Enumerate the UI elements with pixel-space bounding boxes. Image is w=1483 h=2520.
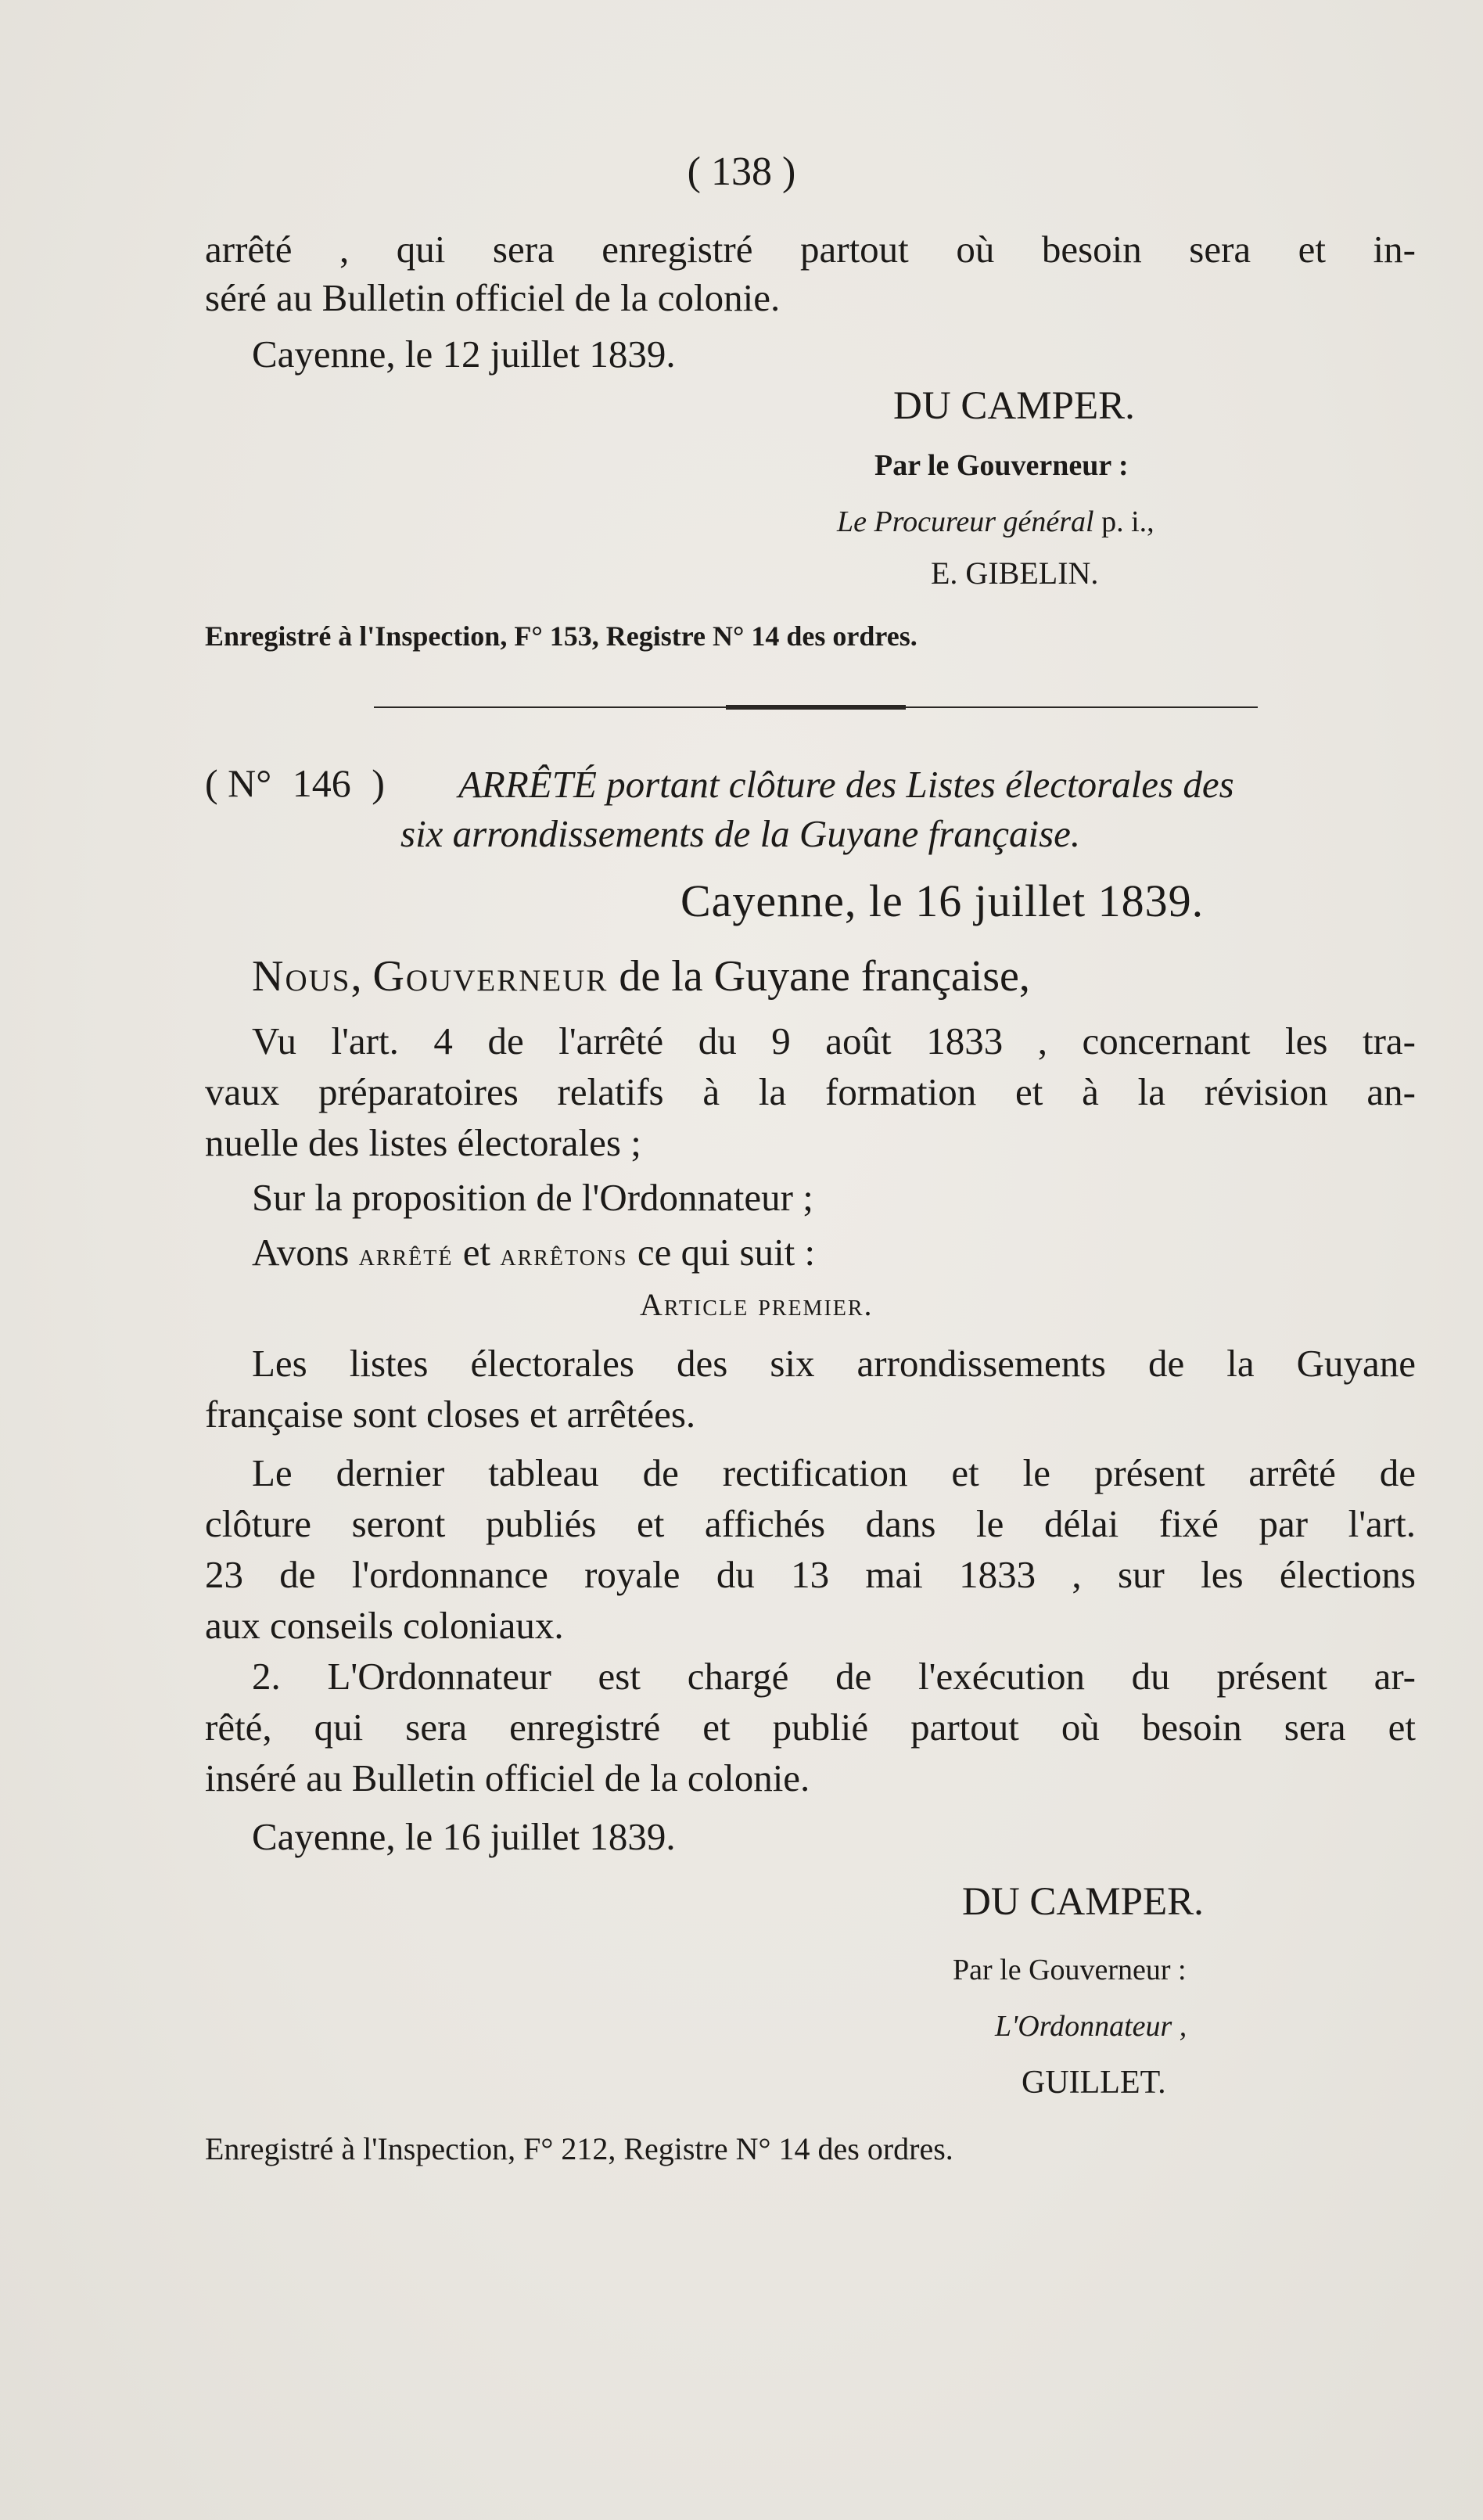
ordonnateur-title: L'Ordonnateur , bbox=[995, 2010, 1187, 2043]
article2-line: 2. L'Ordonnateur est chargé de l'exécution du présent ar- bbox=[252, 1655, 1416, 1698]
arrete-word: arrêté bbox=[358, 1237, 454, 1272]
paragraph-line: Le dernier tableau de rectification et le présent arrêté de bbox=[252, 1451, 1416, 1494]
number-close: ) bbox=[372, 761, 385, 805]
countersign-name: E. GIBELIN. bbox=[931, 555, 1099, 591]
preamble-line: nuelle des listes électorales ; bbox=[205, 1121, 641, 1164]
preamble-line: vaux préparatoires relatifs à la formation et à la révision an- bbox=[205, 1070, 1416, 1113]
arrete-title-line2: six arrondissements de la Guyane française. bbox=[400, 812, 1081, 855]
proposition-line: Sur la proposition de l'Ordonnateur ; bbox=[252, 1176, 813, 1219]
preamble-line: Vu l'art. 4 de l'arrêté du 9 août 1833 , concernant les tra- bbox=[252, 1019, 1416, 1062]
avons-word: Avons bbox=[252, 1231, 350, 1274]
rule-thick bbox=[726, 705, 906, 710]
arrete-title-line1: ARRÊTÉ portant clôture des Listes électorales des bbox=[458, 763, 1234, 806]
section-rule bbox=[374, 704, 1258, 710]
arretons-word: arrêtons bbox=[500, 1237, 628, 1272]
countersign-name: GUILLET. bbox=[1022, 2065, 1166, 2101]
et-word: et bbox=[462, 1231, 491, 1274]
par-le-gouverneur: Par le Gouverneur : bbox=[874, 449, 1129, 482]
procureur-line bbox=[837, 504, 1154, 540]
dateline: Cayenne, le 12 juillet 1839. bbox=[252, 333, 676, 376]
gouverneur-word: Gouverneur bbox=[372, 952, 609, 1001]
registration-line: Enregistré à l'Inspection, F° 153, Registre N° 14 des ordres. bbox=[205, 620, 917, 652]
signature-name: DU CAMPER. bbox=[962, 1880, 1204, 1924]
registration-line: Enregistré à l'Inspection, F° 212, Registre N° 14 des ordres. bbox=[205, 2131, 953, 2166]
text-line: séré au Bulletin officiel de la colonie. bbox=[205, 276, 781, 319]
number: 146 bbox=[292, 761, 351, 805]
article-line: française sont closes et arrêtées. bbox=[205, 1393, 696, 1436]
article2-line: inséré au Bulletin officiel de la colonie. bbox=[205, 1756, 810, 1799]
article-line: Les listes électorales des six arrondissements de la Guyane bbox=[252, 1342, 1416, 1385]
procureur-suffix: p. i., bbox=[1101, 505, 1154, 538]
paragraph-line: aux conseils coloniaux. bbox=[205, 1604, 564, 1647]
signature-name: DU CAMPER. bbox=[893, 384, 1135, 428]
paragraph-line: clôture seront publiés et affichés dans le délai fixé par l'art. bbox=[205, 1502, 1416, 1545]
arrete-number bbox=[205, 759, 385, 807]
avons-line bbox=[252, 1228, 815, 1279]
article-heading: Article premier. bbox=[640, 1287, 874, 1322]
article2-line: rêté, qui sera enregistré et publié partout où besoin sera et bbox=[205, 1706, 1416, 1749]
page-number: ( 138 ) bbox=[687, 149, 796, 194]
paragraph-line: 23 de l'ordonnance royale du 13 mai 1833 , sur les élections bbox=[205, 1553, 1416, 1596]
par-le-gouverneur: Par le Gouverneur : bbox=[953, 1954, 1187, 1986]
procureur-title: Le Procureur général bbox=[837, 505, 1094, 538]
number-open: ( N° bbox=[205, 761, 272, 805]
nous-word: Nous bbox=[252, 952, 351, 1001]
suit-words: ce qui suit : bbox=[637, 1231, 816, 1274]
text-line: arrêté , qui sera enregistré partout où besoin sera et in- bbox=[205, 228, 1416, 271]
nous-rest: de la Guyane française, bbox=[619, 952, 1030, 1001]
nous-line: Nous, Gouverneur de la Guyane française, bbox=[252, 952, 1030, 1001]
dateline: Cayenne, le 16 juillet 1839. bbox=[252, 1815, 676, 1858]
arrete-date: Cayenne, le 16 juillet 1839. bbox=[680, 875, 1205, 926]
